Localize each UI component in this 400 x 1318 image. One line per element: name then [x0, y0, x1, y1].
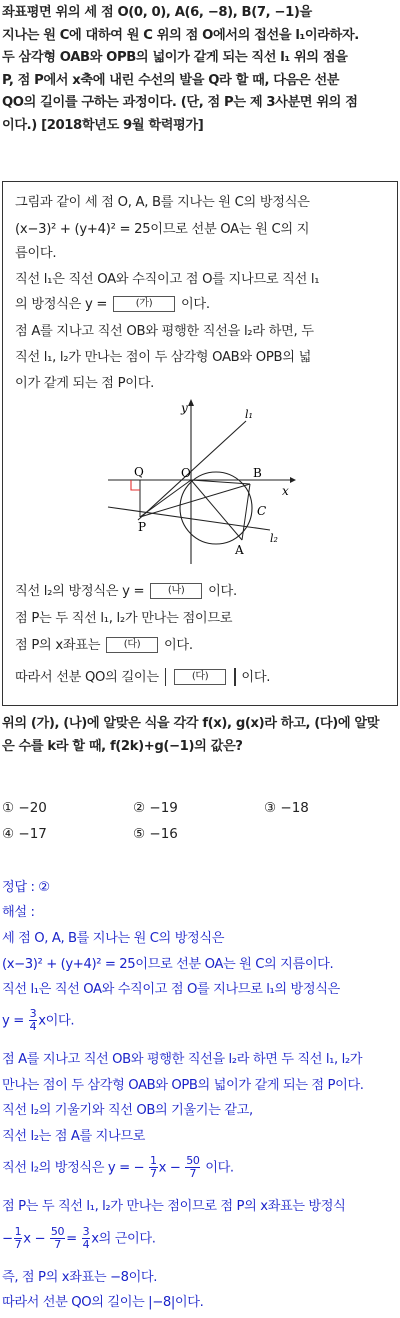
blank-da-2: (다): [174, 669, 226, 685]
solution-text: y =: [2, 1013, 24, 1029]
label-x: x: [282, 484, 289, 498]
box-text: 이다.: [241, 670, 271, 685]
question-line: P, 점 P에서 x축에 내린 수선의 발을 Q라 할 때, 다음은 선분: [2, 72, 340, 88]
question-prompt: [2, 712, 398, 758]
box-line: 점 A를 지나고 직선 OB와 평행한 직선을 l₂라 하면, 두: [15, 324, 314, 339]
x-axis-arrow: [290, 477, 296, 483]
label-p: P: [138, 520, 147, 534]
solution-text: −: [2, 1231, 13, 1247]
abs-bar-left: [165, 668, 167, 686]
fraction: [29, 1008, 38, 1033]
denominator: 7: [54, 1238, 61, 1251]
question-line: QO의 길이를 구하는 과정이다. (단, 점 P는 제 3사분면 위의 점: [2, 95, 358, 110]
blank-ga: (가): [113, 296, 175, 312]
answer: 정답 : ②: [2, 880, 50, 895]
solution-line: [2, 1226, 156, 1251]
box-line: [15, 666, 270, 686]
solution-line: 직선 l₂의 기울기와 직선 OB의 기울기는 같고,: [2, 1103, 253, 1118]
question-line: 좌표평면 위의 세 점 O(0, 0), A(6, −8), B(7, −1)을: [2, 5, 312, 20]
box-line: (x−3)² + (y+4)² = 25이므로 선분 OA는 원 C의 지: [15, 222, 310, 237]
solution-line: 만나는 점이 두 삼각형 OAB와 OPB의 넓이가 같게 되는 점 P이다.: [2, 1078, 364, 1093]
box-line: [15, 293, 210, 312]
box-line: [15, 580, 237, 599]
solution-text: 직선 l₂의 방정식은 y = −: [2, 1160, 145, 1176]
numerator: 1: [149, 1154, 157, 1167]
question-line: 두 삼각형 OAB와 OPB의 넓이가 같게 되는 직선 l₁ 위의 점을: [2, 50, 348, 65]
denominator: 7: [14, 1238, 22, 1251]
solution-line: (x−3)² + (y+4)² = 25이므로 선분 OA는 원 C의 지름이다.: [2, 957, 334, 972]
solution-text: =: [66, 1231, 77, 1247]
denominator: 4: [29, 1020, 37, 1033]
choice-4[interactable]: ④ −17: [2, 826, 47, 842]
fraction: [185, 1155, 200, 1180]
choice-1[interactable]: ① −20: [2, 800, 47, 816]
box-text: 직선 l₂의 방정식은 y =: [15, 584, 145, 599]
label-l2: l₂: [270, 532, 278, 545]
fraction: [50, 1226, 65, 1251]
question-line: 지나는 원 C에 대하여 원 C 위의 점 O에서의 접선을 l₁이라하자.: [2, 27, 359, 43]
geometry-figure: [98, 394, 308, 569]
box-text: 이다.: [180, 297, 210, 312]
box-line: 름이다.: [15, 246, 57, 261]
line-l2: [108, 507, 270, 530]
label-l1: l₁: [245, 408, 253, 421]
box-line: 그림과 같이 세 점 O, A, B를 지나는 원 C의 방정식은: [15, 195, 310, 210]
segment-po: [140, 480, 191, 517]
question-text: [2, 2, 398, 137]
choice-5[interactable]: ⑤ −16: [133, 826, 178, 842]
solution-line: [2, 1008, 74, 1033]
solution-line: 세 점 O, A, B를 지나는 원 C의 방정식은: [2, 931, 225, 946]
denominator: 7: [149, 1167, 157, 1180]
abs-bar-right: [234, 668, 236, 686]
choice-3[interactable]: ③ −18: [264, 800, 309, 816]
blank-na: (나): [150, 583, 202, 599]
solution-text: 이다.: [205, 1160, 234, 1176]
denominator: 4: [82, 1238, 90, 1251]
solution-text: x이다.: [38, 1013, 75, 1029]
line-l1: [138, 421, 246, 520]
right-angle-mark: [131, 480, 140, 490]
solution-text: x −: [23, 1231, 46, 1247]
numerator: 3: [82, 1225, 90, 1238]
label-q: Q: [134, 465, 144, 479]
segment-ab: [242, 484, 250, 540]
choice-2[interactable]: ② −19: [133, 800, 178, 816]
box-line: 직선 l₁은 직선 OA와 수직이고 점 O를 지나므로 직선 l₁: [15, 272, 320, 287]
box-text: 따라서 선분 QO의 길이는: [15, 670, 159, 685]
box-text: 점 P의 x좌표는: [15, 638, 101, 653]
y-axis-arrow: [188, 399, 194, 406]
solution-line: 즉, 점 P의 x좌표는 −8이다.: [2, 1270, 158, 1285]
denominator: 7: [189, 1167, 197, 1180]
box-text: 이다.: [208, 584, 237, 599]
label-c: C: [257, 504, 267, 518]
question-line: 은 수를 k라 할 때, f(2k)+g(−1)의 값은?: [2, 739, 243, 754]
label-y: y: [181, 401, 188, 415]
proof-box: [2, 181, 398, 706]
label-b: B: [253, 466, 262, 480]
label-o: O: [181, 466, 191, 480]
numerator: 1: [14, 1225, 22, 1238]
solution-heading: 해설 :: [2, 905, 35, 920]
solution-text: x −: [158, 1160, 181, 1176]
fraction: [149, 1155, 158, 1180]
box-line: 점 P는 두 직선 l₁, l₂가 만나는 점이므로: [15, 611, 233, 626]
fraction: [14, 1226, 23, 1251]
numerator: 50: [186, 1154, 200, 1167]
fraction: [82, 1226, 91, 1251]
numerator: 50: [50, 1225, 65, 1238]
solution-line: 직선 l₁은 직선 OA와 수직이고 점 O를 지나므로 l₁의 방정식은: [2, 982, 340, 997]
numerator: 3: [29, 1007, 37, 1020]
box-line: [15, 634, 193, 653]
solution-line: 점 P는 두 직선 l₁, l₂가 만나는 점이므로 점 P의 x좌표는 방정식: [2, 1199, 346, 1214]
solution-line: [2, 1155, 234, 1180]
label-a: A: [235, 543, 244, 557]
box-line: 직선 l₁, l₂가 만나는 점이 두 삼각형 OAB와 OPB의 넓: [15, 350, 312, 365]
box-text: 의 방정식은 y =: [15, 297, 108, 312]
box-line: 이가 같게 되는 점 P이다.: [15, 376, 155, 391]
solution-text: x의 근이다.: [91, 1231, 156, 1247]
box-text: 이다.: [163, 638, 193, 653]
question-line: 이다.) [2018학년도 9월 학력평가]: [2, 117, 204, 133]
solution-line: 직선 l₂는 점 A를 지나므로: [2, 1129, 145, 1144]
solution-line: 따라서 선분 QO의 길이는 |−8|이다.: [2, 1295, 204, 1310]
solution-line: 점 A를 지나고 직선 OB와 평행한 직선을 l₂라 하면 두 직선 l₁, l₂가: [2, 1052, 363, 1067]
question-line: 위의 (가), (나)에 알맞은 식을 각각 f(x), g(x)라 하고, (다)에 알맞: [2, 716, 380, 731]
blank-da: (다): [106, 637, 158, 653]
segment-pb: [140, 484, 250, 517]
